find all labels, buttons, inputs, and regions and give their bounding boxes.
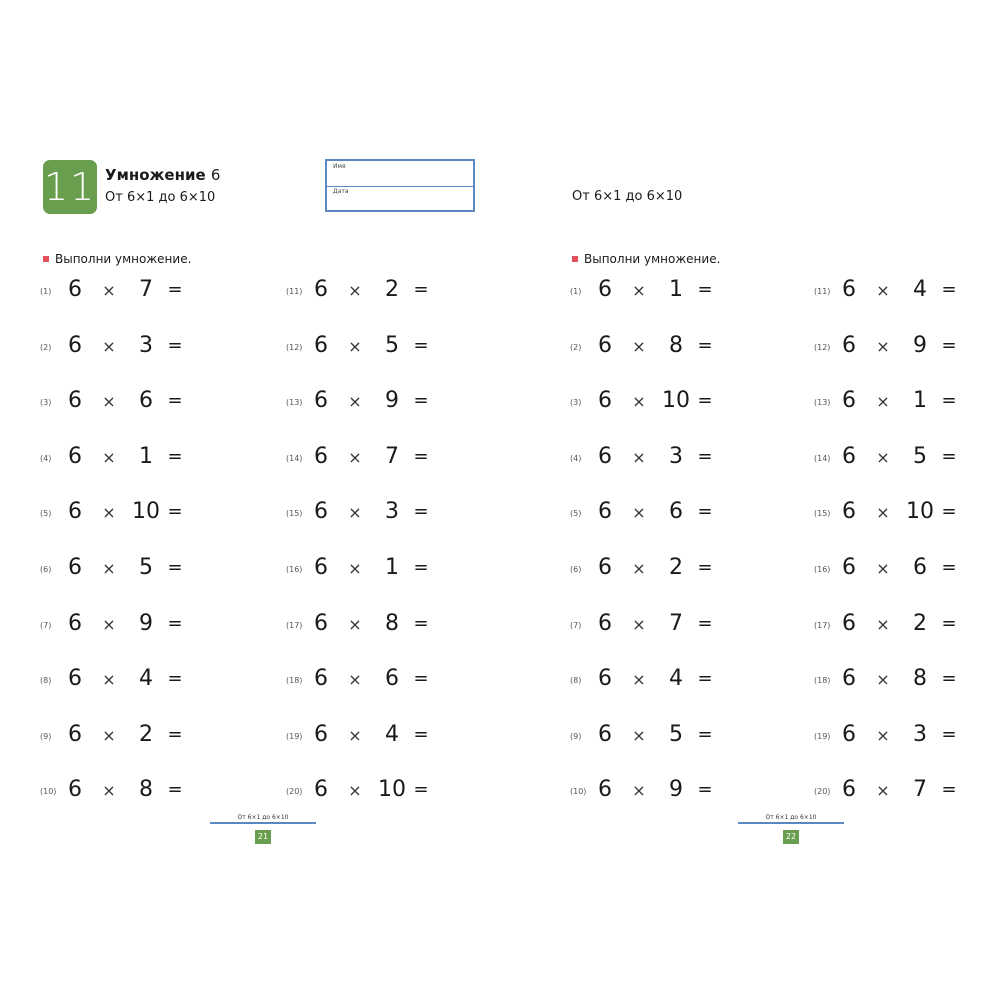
equals-sign: = [941,668,957,690]
problem-factor-a: 6 [842,388,856,414]
problem-number: (18) [286,676,303,686]
equals-sign: = [697,723,713,745]
problem-factor-a: 6 [68,777,82,803]
problem-row [286,499,486,529]
problem-factor-b: 5 [913,443,927,469]
problem-number: (8) [40,676,52,686]
instruction-right-text: Выполни умножение. [584,252,721,266]
equals-sign: = [413,334,429,356]
page-number-left: 21 [255,830,271,844]
problem-factor-b: 3 [385,499,399,525]
problem-number: (10) [570,787,587,797]
multiply-sign: × [102,725,116,745]
problem-factor-a: 6 [314,610,328,636]
name-field[interactable] [327,161,473,187]
problem-factor-a: 6 [68,721,82,747]
problem-factor-b: 10 [132,499,160,525]
problem-row [40,388,240,418]
problem-factor-b: 5 [669,721,683,747]
problem-factor-a: 6 [598,443,612,469]
problem-factor-b: 3 [139,332,153,358]
problem-row [814,722,1000,752]
equals-sign: = [941,557,957,578]
problem-row [570,388,770,418]
equals-sign: = [413,612,429,634]
problem-number: (11) [286,287,303,296]
name-label: Имя [333,163,346,170]
problem-number: (12) [814,342,831,352]
equals-sign: = [697,334,713,356]
multiply-sign: × [876,781,890,801]
problem-factor-b: 8 [139,777,153,803]
problem-factor-a: 6 [68,277,82,302]
problem-factor-a: 6 [314,277,328,302]
equals-sign: = [941,612,957,634]
footer-left-line [210,822,316,824]
problem-number: (20) [814,787,831,797]
problem-factor-b: 1 [385,555,399,580]
problem-factor-a: 6 [842,277,856,302]
multiply-sign: × [348,503,362,523]
problem-number: (10) [40,787,57,797]
multiply-sign: × [348,447,362,467]
problem-factor-b: 3 [913,721,927,747]
page-number-right: 22 [783,830,799,844]
bullet-square-icon [43,256,49,262]
problem-factor-a: 6 [314,499,328,525]
footer-right-text: От 6×1 до 6×10 [765,814,817,821]
equals-sign: = [697,557,713,578]
problem-number: (14) [286,453,303,463]
multiply-sign: × [102,281,116,300]
problem-factor-a: 6 [842,666,856,692]
problem-factor-a: 6 [842,332,856,358]
multiply-sign: × [632,725,646,745]
problem-number: (11) [814,287,831,296]
problem-number: (12) [286,342,303,352]
lesson-title [105,166,220,184]
multiply-sign: × [102,392,116,412]
problem-factor-a: 6 [842,499,856,525]
multiply-sign: × [632,392,646,412]
problem-number: (15) [286,509,303,519]
multiply-sign: × [632,336,646,356]
problem-row [286,333,486,363]
multiply-sign: × [102,503,116,523]
multiply-sign: × [876,559,890,578]
multiply-sign: × [348,781,362,801]
problem-row [570,277,770,307]
multiply-sign: × [102,670,116,690]
problem-factor-b: 2 [139,721,153,747]
problem-factor-a: 6 [68,388,82,414]
footer-right-line [738,822,844,824]
problem-number: (7) [40,620,52,630]
problem-number: (18) [814,676,831,686]
equals-sign: = [413,501,429,523]
multiply-sign: × [632,670,646,690]
multiply-sign: × [876,336,890,356]
problem-factor-a: 6 [68,443,82,469]
problem-number: (16) [814,565,831,574]
equals-sign: = [697,390,713,412]
problem-number: (14) [814,453,831,463]
problem-factor-b: 9 [139,610,153,636]
problem-number: (19) [814,731,831,741]
problem-row [40,666,240,696]
multiply-sign: × [102,336,116,356]
lesson-number-badge: 11 [43,160,97,214]
problem-row [40,444,240,474]
problem-factor-b: 7 [669,610,683,636]
problem-row [570,333,770,363]
problem-row [814,611,1000,641]
multiply-sign: × [348,670,362,690]
problem-row [814,444,1000,474]
bullet-square-icon [572,256,578,262]
problem-factor-b: 7 [139,277,153,302]
problem-row [570,499,770,529]
problem-row [286,611,486,641]
right-page-subtitle: От 6×1 до 6×10 [572,189,683,204]
problem-number: (8) [570,676,582,686]
problem-factor-b: 7 [385,443,399,469]
problem-factor-a: 6 [314,443,328,469]
problem-factor-b: 5 [139,555,153,580]
problem-factor-b: 9 [913,332,927,358]
problem-factor-b: 3 [669,443,683,469]
equals-sign: = [167,334,183,356]
problem-factor-a: 6 [598,388,612,414]
problem-number: (2) [570,342,582,352]
problem-factor-a: 6 [842,721,856,747]
equals-sign: = [941,445,957,467]
problem-row [286,388,486,418]
problem-number: (4) [570,453,582,463]
problem-factor-a: 6 [68,499,82,525]
problem-factor-b: 9 [669,777,683,803]
equals-sign: = [167,723,183,745]
problem-number: (2) [40,342,52,352]
equals-sign: = [941,279,957,300]
problem-row [814,388,1000,418]
problem-row [570,611,770,641]
multiply-sign: × [348,559,362,578]
problem-row [40,611,240,641]
problem-number: (3) [40,398,52,408]
problem-factor-a: 6 [598,721,612,747]
problem-number: (17) [286,620,303,630]
problem-row [40,722,240,752]
problem-factor-b: 9 [385,388,399,414]
problem-factor-b: 7 [913,777,927,803]
problem-factor-a: 6 [598,499,612,525]
problem-row [286,777,486,807]
problem-number: (5) [570,509,582,519]
problem-factor-a: 6 [598,555,612,580]
problem-row [40,777,240,807]
problem-factor-b: 2 [385,277,399,302]
problem-number: (6) [40,565,52,574]
multiply-sign: × [348,725,362,745]
problem-factor-b: 2 [913,610,927,636]
equals-sign: = [413,668,429,690]
multiply-sign: × [876,503,890,523]
date-field[interactable] [327,186,473,211]
problem-row [286,722,486,752]
problem-row [40,555,240,585]
problem-number: (1) [40,287,52,296]
problem-factor-a: 6 [314,777,328,803]
problem-row [40,499,240,529]
problem-factor-b: 6 [385,666,399,692]
equals-sign: = [697,445,713,467]
multiply-sign: × [632,281,646,300]
equals-sign: = [697,779,713,801]
multiply-sign: × [876,392,890,412]
problem-factor-a: 6 [314,555,328,580]
problem-row [570,722,770,752]
problem-factor-a: 6 [598,332,612,358]
lesson-title-text: Умножение [105,166,206,184]
footer-left-text: От 6×1 до 6×10 [237,814,289,821]
equals-sign: = [413,390,429,412]
multiply-sign: × [632,559,646,578]
problem-row [570,444,770,474]
problem-number: (17) [814,620,831,630]
equals-sign: = [167,612,183,634]
equals-sign: = [167,557,183,578]
equals-sign: = [697,501,713,523]
problem-row [570,666,770,696]
multiply-sign: × [632,447,646,467]
equals-sign: = [941,723,957,745]
lesson-subtitle: От 6×1 до 6×10 [105,190,216,205]
problem-factor-b: 1 [913,388,927,414]
multiply-sign: × [632,614,646,634]
problem-row [814,333,1000,363]
multiply-sign: × [102,781,116,801]
problem-factor-a: 6 [68,610,82,636]
problem-number: (3) [570,398,582,408]
problem-factor-b: 8 [913,666,927,692]
equals-sign: = [941,501,957,523]
problem-factor-b: 10 [662,388,690,414]
footer-right [738,814,844,844]
instruction-left-text: Выполни умножение. [55,252,192,266]
problem-factor-a: 6 [68,555,82,580]
problem-factor-b: 5 [385,332,399,358]
multiply-sign: × [102,614,116,634]
equals-sign: = [941,334,957,356]
equals-sign: = [697,279,713,300]
multiply-sign: × [876,281,890,300]
multiply-sign: × [632,781,646,801]
problem-row [286,444,486,474]
problem-number: (4) [40,453,52,463]
equals-sign: = [697,668,713,690]
equals-sign: = [941,390,957,412]
multiply-sign: × [102,447,116,467]
equals-sign: = [167,668,183,690]
multiply-sign: × [876,447,890,467]
equals-sign: = [167,445,183,467]
equals-sign: = [697,612,713,634]
problem-number: (6) [570,565,582,574]
problem-factor-b: 4 [139,666,153,692]
problem-factor-a: 6 [842,555,856,580]
multiply-sign: × [102,559,116,578]
multiply-sign: × [348,392,362,412]
problem-number: (16) [286,565,303,574]
multiply-sign: × [876,670,890,690]
problem-factor-b: 4 [385,721,399,747]
problem-number: (1) [570,287,582,296]
equals-sign: = [167,390,183,412]
multiply-sign: × [632,503,646,523]
equals-sign: = [413,557,429,578]
problem-factor-a: 6 [314,332,328,358]
footer-left [210,814,316,844]
problem-number: (19) [286,731,303,741]
problem-row [286,555,486,585]
problem-factor-b: 2 [669,555,683,580]
problem-factor-a: 6 [842,777,856,803]
problem-factor-a: 6 [314,666,328,692]
multiply-sign: × [348,336,362,356]
equals-sign: = [167,501,183,523]
problem-number: (9) [570,731,582,741]
multiply-sign: × [876,725,890,745]
problem-factor-b: 1 [669,277,683,302]
equals-sign: = [167,279,183,300]
instruction-right [572,252,720,266]
problem-factor-b: 8 [385,610,399,636]
name-date-box [325,159,475,212]
problem-factor-b: 6 [913,555,927,580]
equals-sign: = [413,723,429,745]
instruction-left [43,252,191,266]
multiply-sign: × [876,614,890,634]
problem-row [40,277,240,307]
multiply-sign: × [348,614,362,634]
problem-row [570,555,770,585]
problem-factor-a: 6 [598,277,612,302]
problem-number: (13) [814,398,831,408]
equals-sign: = [413,779,429,801]
problem-factor-b: 1 [139,443,153,469]
problem-number: (9) [40,731,52,741]
problem-factor-a: 6 [68,666,82,692]
problem-factor-a: 6 [598,666,612,692]
problem-factor-a: 6 [842,610,856,636]
problem-row [814,555,1000,585]
problem-number: (13) [286,398,303,408]
problem-factor-b: 4 [913,277,927,302]
problem-factor-a: 6 [314,388,328,414]
problem-number: (20) [286,787,303,797]
equals-sign: = [413,279,429,300]
problem-factor-a: 6 [68,332,82,358]
problem-row [814,499,1000,529]
problem-factor-b: 10 [906,499,934,525]
problem-factor-a: 6 [842,443,856,469]
problem-factor-b: 8 [669,332,683,358]
problem-factor-a: 6 [598,610,612,636]
problem-row [570,777,770,807]
problem-row [286,666,486,696]
problem-number: (7) [570,620,582,630]
problem-factor-b: 10 [378,777,406,803]
problem-factor-b: 6 [139,388,153,414]
problem-number: (5) [40,509,52,519]
multiply-sign: × [348,281,362,300]
problem-number: (15) [814,509,831,519]
problem-row [286,277,486,307]
problem-factor-a: 6 [314,721,328,747]
date-label: Дата [333,187,349,195]
equals-sign: = [941,779,957,801]
problem-factor-b: 4 [669,666,683,692]
problem-factor-b: 6 [669,499,683,525]
equals-sign: = [167,779,183,801]
problem-row [814,777,1000,807]
problem-row [40,333,240,363]
problem-factor-a: 6 [598,777,612,803]
lesson-title-number: 6 [210,166,221,184]
equals-sign: = [413,445,429,467]
problem-row [814,666,1000,696]
problem-row [814,277,1000,307]
